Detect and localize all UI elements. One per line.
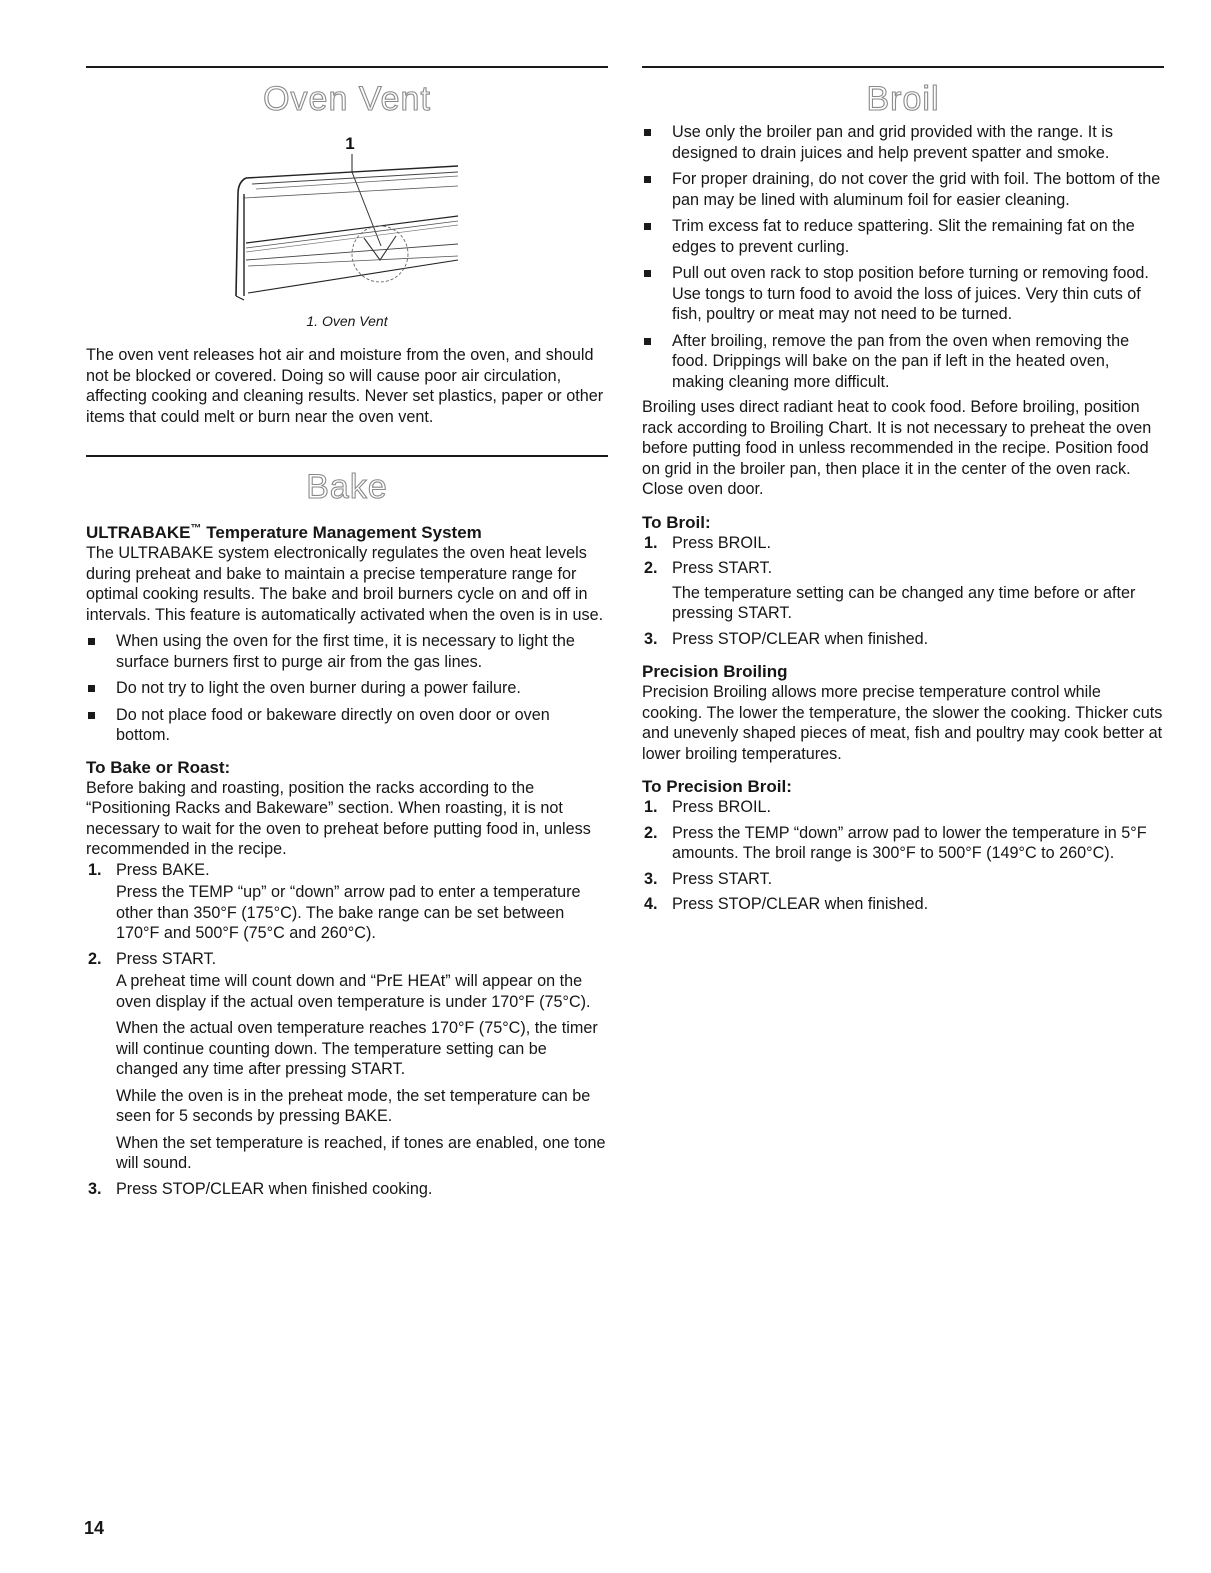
step-text: Press the TEMP “down” arrow pad to lower the temperature in 5°F amounts. The broil range is 300°F to 500°F (149°C to 260°C).	[672, 823, 1147, 862]
section-divider	[86, 455, 608, 457]
broil-content	[642, 122, 1164, 915]
bake-step-1	[86, 860, 608, 881]
to-bake-heading: To Bake or Roast:	[86, 757, 231, 777]
page-number: 14	[84, 1518, 105, 1538]
broil-step	[642, 558, 1164, 579]
callout-number: 1	[345, 134, 355, 153]
step-text: Press STOP/CLEAR when finished.	[672, 895, 929, 913]
bake-step-3	[86, 1179, 608, 1200]
precision-step	[642, 894, 1164, 915]
bake-step-2	[86, 949, 608, 970]
bake-title: Bake	[306, 468, 388, 506]
ultrabake-heading	[86, 522, 608, 543]
figure-caption: 1. Oven Vent	[306, 313, 388, 329]
broil-bullet: Use only the broiler pan and grid provided with the range. It is designed to drain juices and help prevent spatter and smoke.	[642, 122, 1164, 163]
ultrabake-heading-pre: ULTRABAKE	[86, 523, 191, 542]
section-divider	[642, 66, 1164, 68]
to-bake-intro: Before baking and roasting, position the racks according to the “Positioning Racks and Bakeware” section. When roasting, it is not necessary to wait for the oven to preheat before putting food in, unless recommended in the recipe.	[86, 778, 591, 858]
bake-bullet: When using the oven for the first time, it is necessary to light the surface burners first to purge air from the gas lines.	[86, 631, 608, 672]
to-broil-heading: To Broil:	[642, 512, 711, 532]
trademark-symbol: ™	[190, 522, 202, 535]
step-number: 2.	[88, 949, 102, 968]
step-number: 3.	[644, 629, 658, 648]
precision-step	[642, 869, 1164, 890]
step-text: Press STOP/CLEAR when finished cooking.	[116, 1179, 433, 1198]
bake-bullet: Do not try to light the oven burner during a power failure.	[86, 678, 608, 699]
step-text: Press BROIL.	[672, 533, 771, 552]
step-number: 4.	[644, 895, 658, 913]
oven-vent-paragraph: The oven vent releases hot air and moisture from the oven, and should not be blocked or covered. Doing so will cause poor air circulation, affecting cooking and cleaning results. Never set plastics, paper or other items that could melt or burn near the oven vent.	[86, 346, 604, 426]
precision-broiling-body: Precision Broiling allows more precise temperature control while cooking. The lower the temperature, the slower the cooking. Thicker cuts and unevenly shaped pieces of meat, fish and poultry may cook better at lower broiling temperatures.	[642, 683, 1163, 763]
step-number: 2.	[644, 559, 658, 577]
step-number: 1.	[644, 798, 658, 816]
precision-step	[642, 823, 1164, 864]
broil-body: Broiling uses direct radiant heat to cook food. Before broiling, position rack according to Broiling Chart. It is not necessary to preheat the oven before putting food in unless recommended in the recipe. Position food on grid in the broiler pan, then place it in the center of the oven rack. Close oven door.	[642, 398, 1152, 498]
step-number: 1.	[88, 860, 102, 879]
ultrabake-body: The ULTRABAKE system electronically regulates the oven heat levels during preheat and bake to maintain a precise temperature range for optimal cooking results. The bake and broil burners cycle on and off in intervals. This feature is automatically activated when the oven is in use.	[86, 544, 604, 624]
broil-bullet: Trim excess fat to reduce spattering. Slit the remaining fat on the edges to prevent curling.	[642, 216, 1164, 257]
precision-step	[642, 797, 1164, 818]
step-number: 3.	[88, 1179, 102, 1198]
bake-bullet: Do not place food or bakeware directly on oven door or oven bottom.	[86, 705, 608, 746]
step-text: Press START.	[116, 949, 217, 968]
broil-step-note: The temperature setting can be changed any time before or after pressing START.	[672, 583, 1136, 622]
broil-bullet: Pull out oven rack to stop position before turning or removing food. Use tongs to turn food to avoid the loss of juices. Very thin cuts of fish, poultry or meat may not need to be turned.	[642, 263, 1164, 325]
section-divider	[86, 66, 608, 68]
ultrabake-heading-post: Temperature Management System	[201, 523, 482, 542]
broil-bullet: After broiling, remove the pan from the oven when removing the food. Drippings will bake on the pan if left in the heated oven, making cleaning more difficult.	[642, 331, 1164, 393]
broil-title: Broil	[866, 80, 940, 118]
step-number: 3.	[644, 869, 658, 888]
bake-content	[86, 522, 608, 1199]
step-number: 2.	[644, 823, 658, 842]
step-text: Press START.	[672, 869, 773, 888]
step-text: Press START.	[672, 559, 773, 577]
step-text: Press BAKE.	[116, 860, 210, 879]
step-number: 1.	[644, 533, 658, 552]
bake-step-2-note: A preheat time will count down and “PrE HEAt” will appear on the oven display if the actual oven temperature is under 170°F (75°C).	[116, 972, 591, 1011]
broil-step	[642, 533, 1164, 554]
precision-broiling-heading: Precision Broiling	[642, 662, 788, 681]
broil-step	[642, 629, 1164, 650]
oven-vent-illustration	[86, 128, 608, 308]
step-text: Press STOP/CLEAR when finished.	[672, 629, 929, 648]
bake-step-2-note: When the actual oven temperature reaches 170°F (75°C), the timer will continue counting down. The temperature setting can be changed any time after pressing START.	[116, 1019, 598, 1078]
to-precision-broil-heading: To Precision Broil:	[642, 777, 792, 796]
bake-step-2-note: When the set temperature is reached, if tones are enabled, one tone will sound.	[116, 1133, 606, 1172]
broil-bullet: For proper draining, do not cover the grid with foil. The bottom of the pan may be lined with aluminum foil for easier cleaning.	[642, 169, 1164, 210]
oven-vent-body	[86, 345, 608, 427]
bake-step-2-note: While the oven is in the preheat mode, the set temperature can be seen for 5 seconds by pressing BAKE.	[116, 1086, 591, 1125]
bake-step-1-note: Press the TEMP “up” or “down” arrow pad to enter a temperature other than 350°F (175°C). The bake range can be set between 170°F and 500°F (75°C and 260°C).	[116, 883, 581, 942]
step-text: Press BROIL.	[672, 798, 771, 816]
oven-vent-title: Oven Vent	[263, 80, 431, 118]
